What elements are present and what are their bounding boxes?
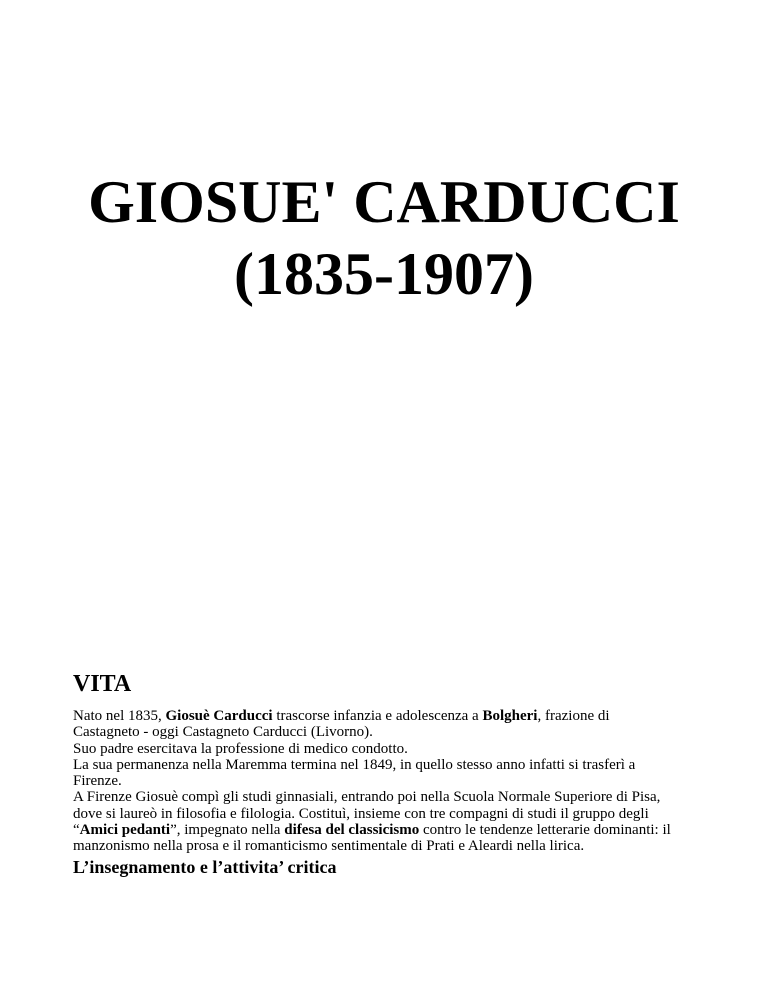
text-line: A Firenze Giosuè compì gli studi ginnasiali, entrando poi nella Scuola Normale Superiore di Pisa, bbox=[73, 789, 661, 806]
text-run: contro le tendenze letterarie dominanti: il bbox=[419, 822, 671, 839]
bold-place: Bolgheri bbox=[482, 708, 538, 724]
text-line: La sua permanenza nella Maremma termina nel 1849, in quello stesso anno infatti si trasferì a bbox=[73, 756, 636, 773]
text-run: ”, impegnato nella bbox=[170, 822, 285, 839]
bold-group-name: Amici pedanti bbox=[79, 822, 171, 839]
subheading-insegnamento: L’insegnamento e l’attivita’ critica bbox=[73, 857, 337, 877]
text-run: trascorse infanzia e adolescenza a bbox=[272, 708, 483, 724]
text-run: “ bbox=[73, 822, 80, 839]
title-name: GIOSUE' CARDUCCI bbox=[88, 169, 680, 235]
text-line bbox=[73, 822, 713, 838]
text-run: , frazione di bbox=[537, 708, 610, 724]
section-heading-vita: VITA bbox=[73, 671, 132, 697]
text-line: Castagneto - oggi Castagneto Carducci (Livorno). bbox=[73, 724, 373, 741]
biography-paragraph bbox=[73, 708, 713, 855]
page-title bbox=[0, 166, 768, 310]
bold-name: Giosuè Carducci bbox=[165, 708, 273, 724]
bold-concept: difesa del classicismo bbox=[284, 822, 420, 839]
text-line: manzonismo nella prosa e il romanticismo sentimentale di Prati e Aleardi nella lirica. bbox=[73, 838, 585, 855]
text-line: dove si laureò in filosofia e filologia. Costituì, insieme con tre compagni di studi il gruppo degli bbox=[73, 805, 649, 822]
text-line: Firenze. bbox=[73, 773, 122, 790]
text-run: Nato nel 1835, bbox=[73, 708, 166, 724]
title-dates: (1835-1907) bbox=[234, 241, 534, 307]
text-line bbox=[73, 708, 713, 724]
text-line: Suo padre esercitava la professione di medico condotto. bbox=[73, 740, 408, 757]
